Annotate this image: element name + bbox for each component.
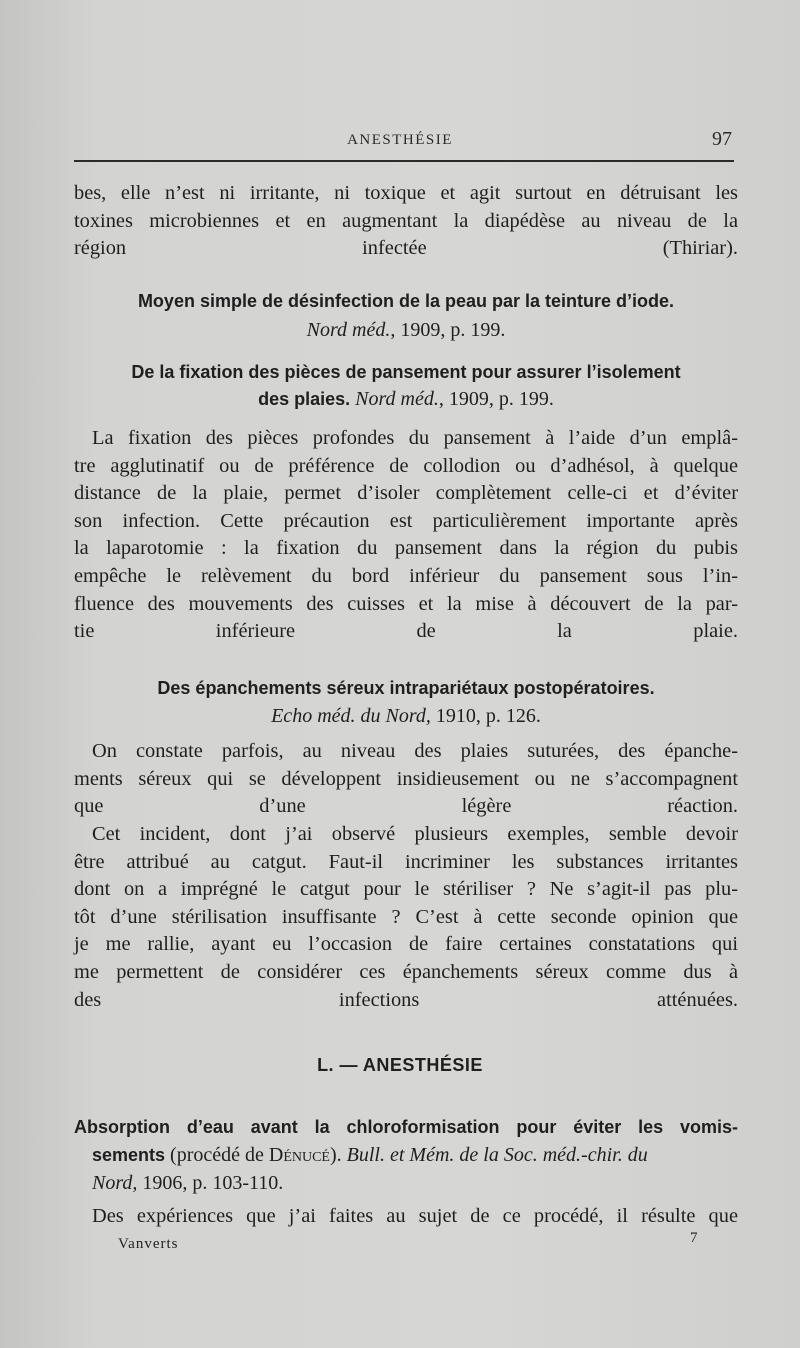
text-line: tôt d’une stérilisation insuffisante ? C’est à cette seconde opinion que: [74, 905, 738, 928]
sheet-number: 7: [690, 1230, 698, 1246]
text-line: région infectée (Thiriar).: [74, 237, 738, 260]
entry-2-journal: Nord méd.: [355, 388, 439, 410]
entry-3-reference: [74, 702, 738, 730]
text-line: que d’une légère réaction.: [74, 795, 738, 818]
entry-4-journal-line-2: Nord,: [92, 1172, 138, 1194]
entry-3-journal: Echo méd. du Nord,: [271, 705, 431, 727]
entry-2-title-line-2: [74, 385, 738, 413]
entry-1-reference: [74, 316, 738, 344]
entry-4-title-line-2: [74, 1141, 738, 1169]
text-line: toxines microbiennes et en augmentant la diapédèse au niveau de la: [74, 209, 738, 232]
entry-3-paragraph-2: [74, 821, 738, 1014]
text-line: fluence des mouvements des cuisses et la mise à découvert de la par-: [74, 592, 738, 615]
entry-4-plain-2: ).: [329, 1144, 347, 1166]
text-line: je me rallie, ayant eu l’occasion de faire certaines constatations qui: [74, 933, 738, 956]
entry-3-ref-details: 1910, p. 126.: [430, 705, 541, 727]
entry-2-paragraph: [74, 425, 738, 646]
text-line: me permettent de considérer ces épanchements séreux comme dus à: [74, 960, 738, 983]
entry-4-journal-line-1: Bull. et Mém. de la Soc. méd.-chir. du: [346, 1144, 648, 1166]
text-line: empêche le relèvement du bord inférieur du pansement sous l’in-: [74, 564, 738, 587]
text-line: la laparotomie : la fixation du pansement dans la région du pubis: [74, 537, 738, 560]
entry-2-ref-details: , 1909, p. 199.: [438, 388, 554, 410]
text-line: dont on a imprégné le catgut pour le stériliser ? Ne s’agit-il pas plu-: [74, 878, 738, 901]
text-line: distance de la plaie, permet d’isoler complètement celle-ci et d’éviter: [74, 482, 738, 505]
text-line: tre agglutinatif ou de préférence de collodion ou d’adhésol, à quelque: [74, 454, 738, 477]
text-line: bes, elle n’est ni irritante, ni toxique et agit surtout en détruisant les: [74, 182, 738, 204]
entry-4-ref-line: [74, 1169, 738, 1197]
text-line: Des expériences que j’ai faites au sujet de ce procédé, il résulte que: [92, 1205, 738, 1227]
entry-3-title: Des épanchements séreux intrapariétaux postopératoires.: [157, 678, 655, 698]
entry-4-title-part-1: Absorption d’eau avant la chloroformisation pour éviter les vomis-: [74, 1117, 738, 1137]
text-line: son infection. Cette précaution est particulièrement importante après: [74, 509, 738, 532]
entry-4-author: Dénucé: [268, 1144, 330, 1166]
entry-1-journal: Nord méd.: [306, 319, 391, 341]
text-line: être attribué au catgut. Faut-il incriminer les substances irritantes: [74, 850, 738, 873]
entry-2-title-end: des plaies.: [258, 389, 351, 409]
text-line: On constate parfois, au niveau des plaies suturées, des épanche-: [92, 740, 738, 762]
entry-4-title-part-2: sements: [92, 1145, 166, 1165]
entry-1-title: Moyen simple de désinfection de la peau par la teinture d’iode.: [137, 291, 675, 311]
text-line: tie inférieure de la plaie.: [74, 620, 738, 643]
entry-4-heading: [74, 1113, 738, 1197]
header-rule: [74, 160, 734, 162]
text-line: ments séreux qui se développent insidieusement ou ne s’accompagnent: [74, 767, 738, 790]
text-line: des infections atténuées.: [74, 988, 738, 1011]
intro-paragraph: [74, 180, 738, 263]
text-line: Cet incident, dont j’ai observé plusieurs exemples, semble devoir: [92, 823, 738, 845]
page-number: 97: [712, 128, 732, 150]
entry-4-plain: (procédé de: [165, 1144, 269, 1166]
entry-4-ref-details: 1906, p. 103-110.: [137, 1172, 284, 1194]
entry-3-paragraph-1: [74, 738, 738, 821]
entry-4-title-line-1: [74, 1113, 738, 1141]
running-header-title: ANESTHÉSIE: [347, 132, 453, 148]
entry-4-paragraph: [74, 1203, 738, 1231]
section-title: L. — ANESTHÉSIE: [317, 1055, 483, 1075]
entry-1-ref-details: , 1909, p. 199.: [390, 319, 506, 341]
entry-2-title-line-1: De la fixation des pièces de pansement pour assurer l’isolement: [131, 362, 681, 382]
text-line: La fixation des pièces profondes du pansement à l’aide d’un emplâ-: [92, 427, 738, 449]
printer-signature: Vanverts: [118, 1236, 179, 1252]
